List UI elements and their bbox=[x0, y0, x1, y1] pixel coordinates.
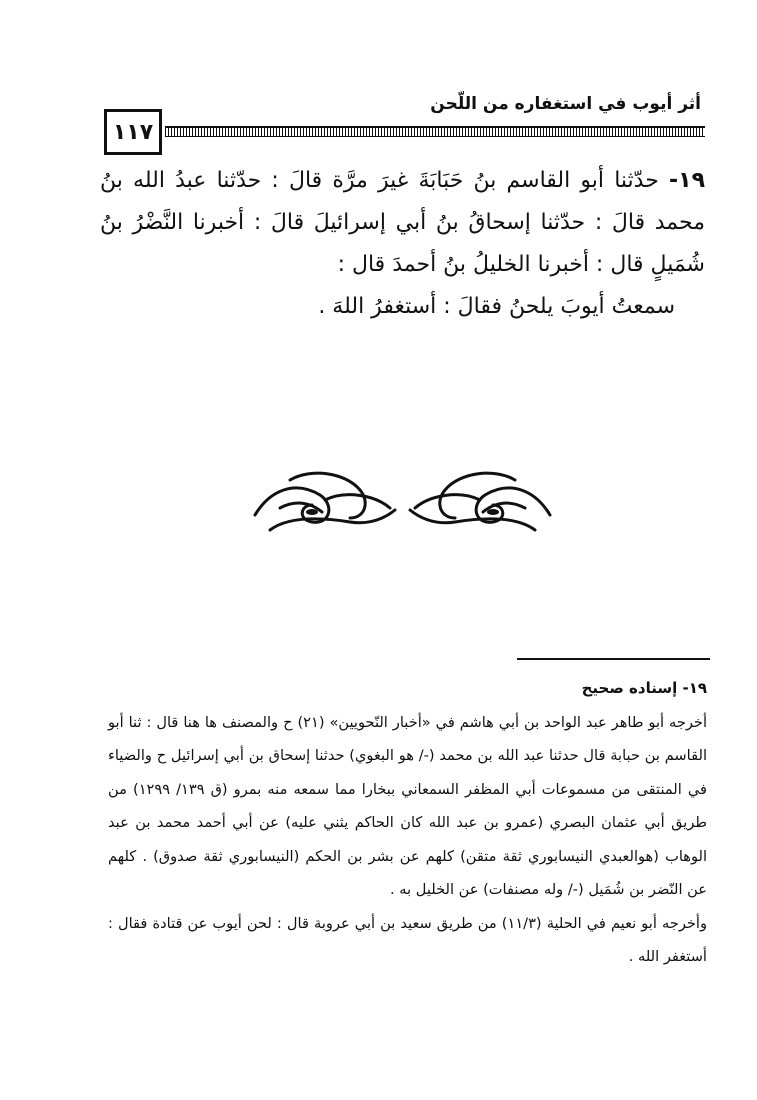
header-rule bbox=[165, 126, 705, 137]
footnote-paragraph-2: وأخرجه أبو نعيم في الحلية (١١/٣) من طريق سعيد بن أبي عروبة قال : لحن أيوب عن قتادة فقال : أستغفر الله . bbox=[108, 914, 708, 965]
hadith-chain: حدّثنا أبو القاسم بنُ حَبَابَةَ غيرَ مرَّة قالَ : حدّثنا عبدُ الله بنُ محمد قالَ : حدّثنا إسحاقُ بنُ أبي إسرائيلَ قالَ : أخبرنا النَّضْرُ بنُ شُمَيلٍ قال : أخبرنا الخليلُ بنُ أحمدَ قال : bbox=[100, 168, 705, 277]
decorative-ornament bbox=[250, 460, 555, 540]
hadith-matn: سمعتُ أيوبَ يلحنُ فقالَ : أستغفرُ اللهَ . bbox=[318, 294, 675, 319]
running-title: أثر أيوب في استغفاره من اللّحن bbox=[430, 94, 701, 114]
hadith-text bbox=[100, 160, 705, 328]
footnote-paragraph-1: أخرجه أبو طاهر عبد الواحد بن أبي هاشم في «أخبار النّحويين» (٢١) ح والمصنف ها هنا قال : ثنا أبو القاسم بن حبابة قال حدثنا عبد الله بن محمد (-/ هو البغوي) حدثنا إسحاق بن أبي إسرائيل ح والضياء في المنتقى من مسموعات أبي المظفر السمعاني ببخارا مما سمعه منه بمرو (ق ١٣٩/ ١٢٩٩) من طريق أبي عثمان البصري (عمرو بن عبد الله كان الحاكم يثني عليه) عن أبي أحمد محمد بن عبد الوهاب (هوالعبدي النيسابوري ثقة متقن) كلهم عن بشر بن الحكم (النيسابوري ثقة صدوق) . كلهم عن النّضر بن شُمَيل (-/ وله مصنفات) عن الخليل به . bbox=[108, 713, 708, 898]
footnote-heading: ١٩- إسناده صحيح bbox=[581, 679, 707, 697]
footnote-rule bbox=[517, 658, 710, 660]
footnote bbox=[108, 672, 707, 974]
hadith-number: ١٩- bbox=[669, 168, 705, 193]
page-number: ١١٧ bbox=[104, 109, 162, 155]
hadith-paragraph bbox=[100, 160, 705, 286]
